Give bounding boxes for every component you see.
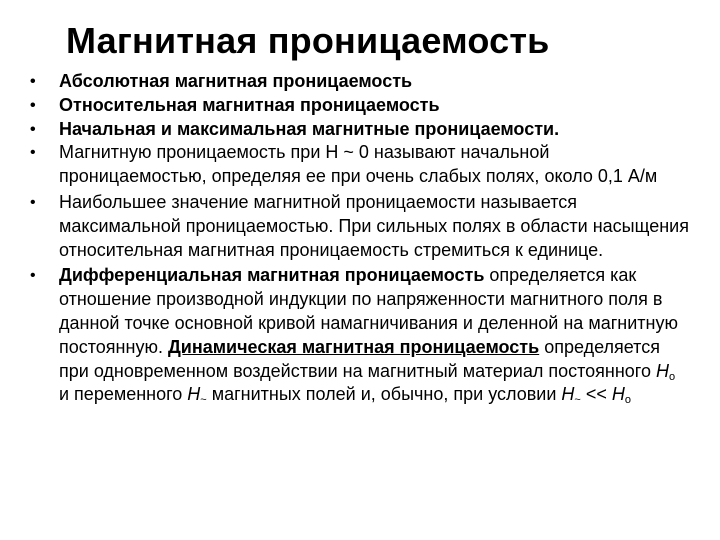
item-text: Относительная магнитная проницаемость: [59, 94, 440, 115]
symbol-h: H: [561, 384, 575, 405]
list-item: [30, 264, 690, 407]
item-text: Абсолютная магнитная проницаемость: [59, 71, 413, 91]
bullet-list: [30, 70, 690, 407]
subscript-o: o: [668, 370, 676, 383]
item-text: магнитных полей и, обычно, при условии: [206, 384, 562, 405]
item-text: Наибольшее значение магнитной проницаемости называется максимальной проницаемостью. При сильных полях в области насыщения относительная магнитная проницаемость стремиться к единице.: [59, 191, 689, 260]
subscript-tilde: ~: [574, 394, 581, 407]
list-item: [30, 70, 690, 94]
item-text: определяется как отношение производной индукции по напряженности магнитного поля в данной точке основной кривой намагничивания и деленной на магнитную постоянную.: [59, 265, 678, 357]
slide-title: Магнитная проницаемость: [66, 20, 550, 61]
symbol-h: H: [611, 384, 625, 405]
item-text: определяется при одновременном воздействии на магнитный материал постоянного: [59, 336, 660, 381]
bullet-icon: •: [30, 144, 36, 162]
bullet-icon: •: [30, 73, 36, 90]
subscript-tilde: ~: [200, 394, 207, 407]
list-item: [30, 191, 690, 262]
term-differential: Дифференциальная магнитная проницаемость: [59, 265, 485, 286]
item-text: и переменного: [59, 384, 188, 405]
list-item: [30, 94, 690, 118]
term-dynamic: Динамическая магнитная проницаемость: [167, 336, 540, 357]
item-text: Магнитную проницаемость при Н ~ 0 называют начальной проницаемостью, определяя ее при очень слабых полях, около 0,1 А/м: [59, 142, 658, 187]
symbol-h: H: [187, 384, 201, 405]
bullet-icon: •: [30, 193, 36, 211]
comparison-sign: <<: [580, 384, 612, 405]
bullet-icon: •: [30, 96, 36, 114]
subscript-o: o: [624, 394, 631, 407]
symbol-h: H: [655, 360, 669, 381]
bullet-icon: •: [30, 267, 36, 285]
bullet-icon: •: [30, 120, 36, 138]
list-item: [30, 118, 690, 142]
item-text: Начальная и максимальная магнитные проницаемости.: [59, 118, 560, 139]
list-item: [30, 141, 690, 189]
